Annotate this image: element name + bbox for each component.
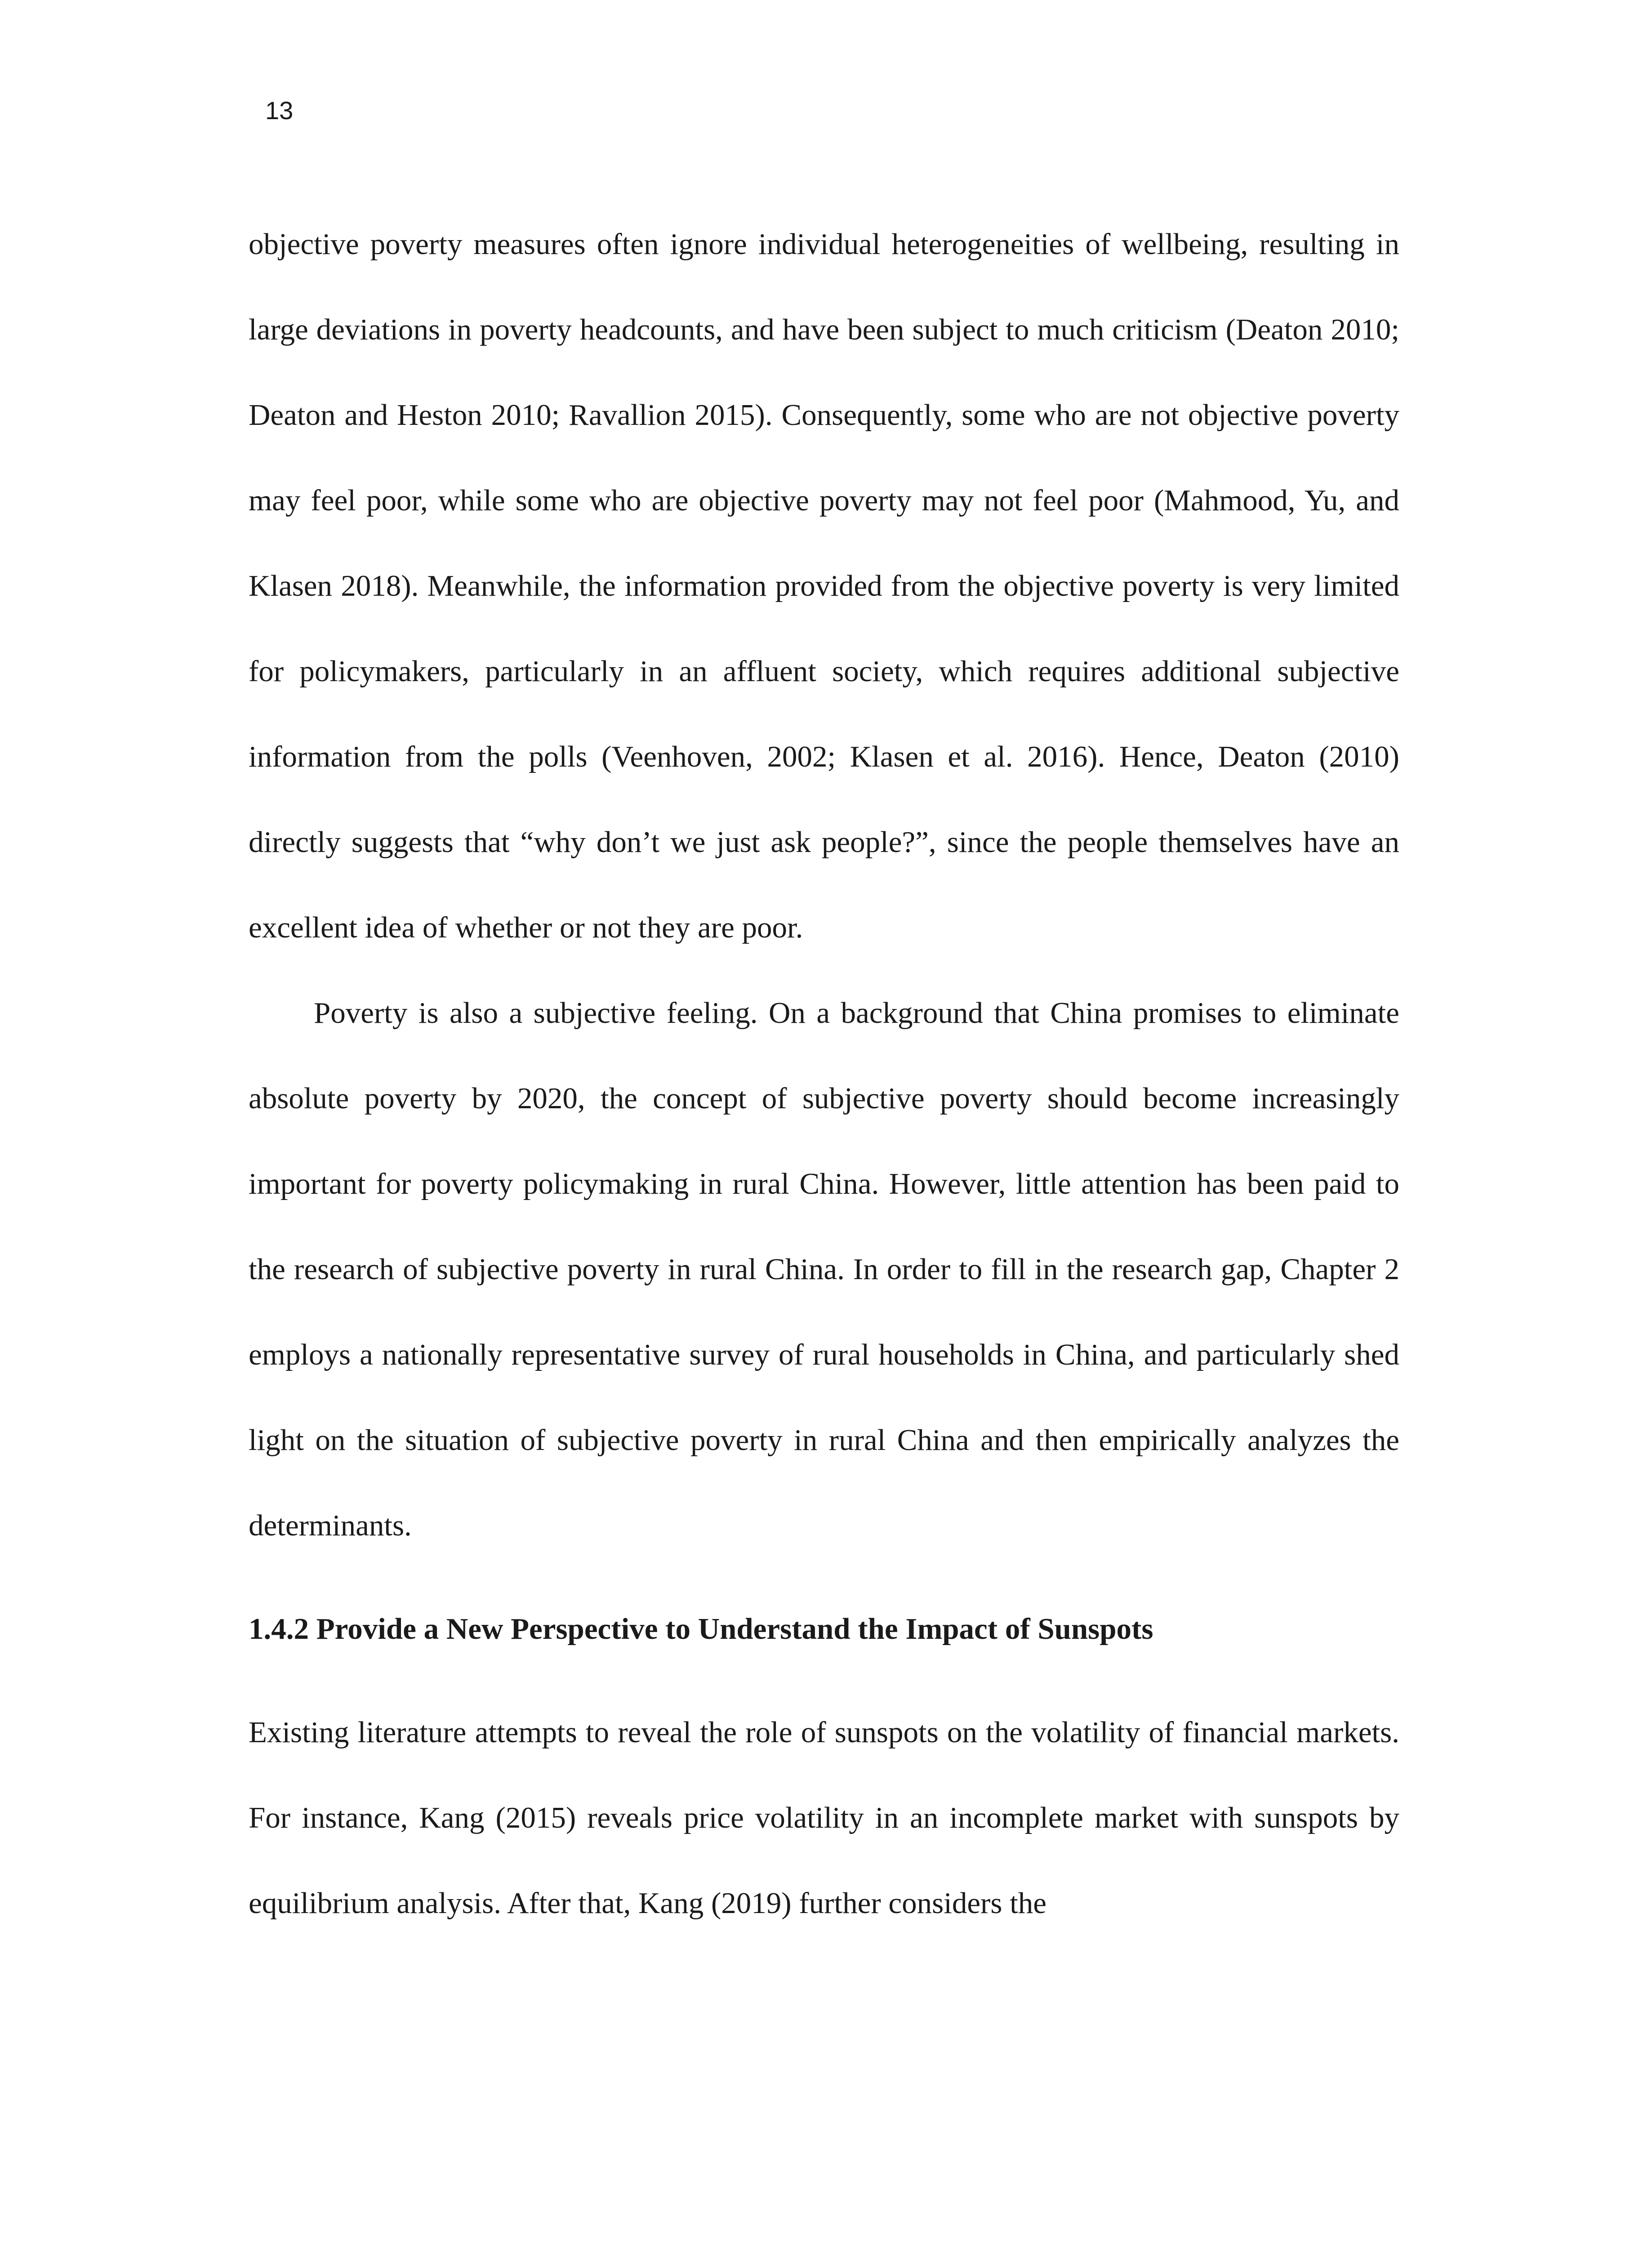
paragraph-objective-poverty: objective poverty measures often ignore individual heterogeneities of wellbeing, resulting in large deviations in poverty headcounts, and have been subject to much criticism (Deaton 2010; Deaton and Heston 2010; Ravallion 2015). Consequently, some who are not objective poverty may feel poor, while some who are objective poverty may not feel poor (Mahmood, Yu, and Klasen 2018). Meanwhile, the information provided from the objective poverty is very limited for policymakers, particularly in an affluent society, which requires additional subjective information from the polls (Veenhoven, 2002; Klasen et al. 2016). Hence, Deaton (2010) directly suggests that “why don’t we just ask people?”, since the people themselves have an excellent idea of whether or not they are poor.	[249, 227, 1399, 944]
document-body	[249, 201, 1399, 1946]
header-page-number: 13	[265, 96, 294, 125]
section-heading: 1.4.2 Provide a New Perspective to Understand the Impact of Sunspots	[249, 1612, 1153, 1646]
paragraph-subjective-poverty: Poverty is also a subjective feeling. On a background that China promises to eliminate absolute poverty by 2020, the concept of subjective poverty should become increasingly important for poverty policymaking in rural China. However, little attention has been paid to the research of subjective poverty in rural China. In order to fill in the research gap, Chapter 2 employs a nationally representative survey of rural households in China, and particularly shed light on the situation of subjective poverty in rural China and then empirically analyzes the determinants.	[249, 996, 1399, 1542]
paragraph-sunspots: Existing literature attempts to reveal the role of sunspots on the volatility of financial markets. For instance, Kang (2015) reveals price volatility in an incomplete market with sunspots by equilibrium analysis. After that, Kang (2019) further considers the	[249, 1716, 1399, 1920]
